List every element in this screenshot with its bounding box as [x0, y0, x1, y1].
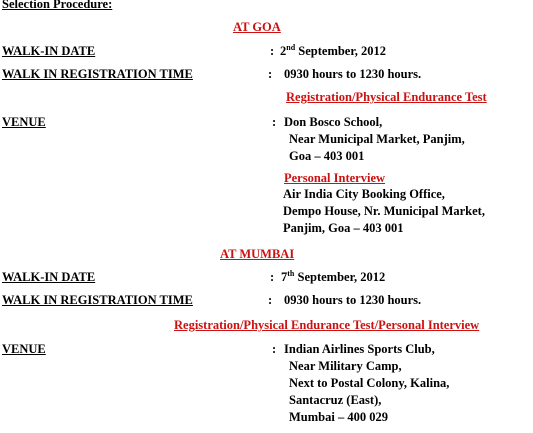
goa-venue-line-2: Near Municipal Market, Panjim,: [289, 132, 465, 146]
goa-walkin-day: 2: [280, 44, 287, 58]
mumbai-walkin-label: WALK-IN DATE: [2, 270, 96, 284]
goa-interview-heading: Personal Interview: [284, 171, 386, 185]
mumbai-walkin-day: 7: [281, 270, 288, 284]
goa-section-title: AT GOA: [233, 20, 281, 34]
goa-venue-line-3: Goa – 403 001: [289, 149, 365, 163]
mumbai-venue-line-5: Mumbai – 400 029: [289, 410, 388, 424]
mumbai-venue-colon: :: [272, 342, 277, 356]
goa-reg-label: WALK IN REGISTRATION TIME: [2, 67, 193, 81]
mumbai-test-heading: Registration/Physical Endurance Test/Personal Interview: [174, 318, 480, 332]
mumbai-reg-label: WALK IN REGISTRATION TIME: [2, 293, 193, 307]
mumbai-venue-line-3: Next to Postal Colony, Kalina,: [289, 376, 450, 390]
goa-walkin-label: WALK-IN DATE: [2, 44, 96, 58]
mumbai-reg-colon: :: [268, 293, 273, 307]
goa-walkin-month: September, 2012: [295, 44, 387, 58]
mumbai-venue-line-2: Near Military Camp,: [289, 359, 402, 373]
mumbai-venue-line-1: Indian Airlines Sports Club,: [284, 342, 435, 356]
page-heading: Selection Procedure:: [2, 0, 113, 11]
goa-walkin-date: [280, 44, 386, 59]
mumbai-section-title: AT MUMBAI: [220, 247, 295, 261]
goa-walkin-suffix: nd: [286, 43, 296, 52]
goa-interview-line-1: Air India City Booking Office,: [283, 187, 445, 201]
mumbai-walkin-suffix: th: [287, 269, 295, 278]
goa-reg-colon: :: [268, 67, 273, 81]
mumbai-walkin-month: September, 2012: [294, 270, 386, 284]
mumbai-walkin-date: [281, 270, 385, 285]
mumbai-venue-label: VENUE: [2, 342, 46, 356]
goa-walkin-colon: :: [270, 44, 275, 58]
goa-venue-label: VENUE: [2, 115, 46, 129]
goa-venue-colon: :: [272, 115, 277, 129]
goa-venue-line-1: Don Bosco School,: [284, 115, 383, 129]
mumbai-walkin-colon: :: [270, 270, 275, 284]
mumbai-venue-line-4: Santacruz (East),: [289, 393, 382, 407]
goa-reg-time: 0930 hours to 1230 hours.: [284, 67, 422, 81]
goa-interview-line-3: Panjim, Goa – 403 001: [283, 221, 404, 235]
mumbai-reg-time: 0930 hours to 1230 hours.: [284, 293, 422, 307]
goa-test-heading: Registration/Physical Endurance Test: [286, 90, 487, 104]
goa-interview-line-2: Dempo House, Nr. Municipal Market,: [283, 204, 485, 218]
